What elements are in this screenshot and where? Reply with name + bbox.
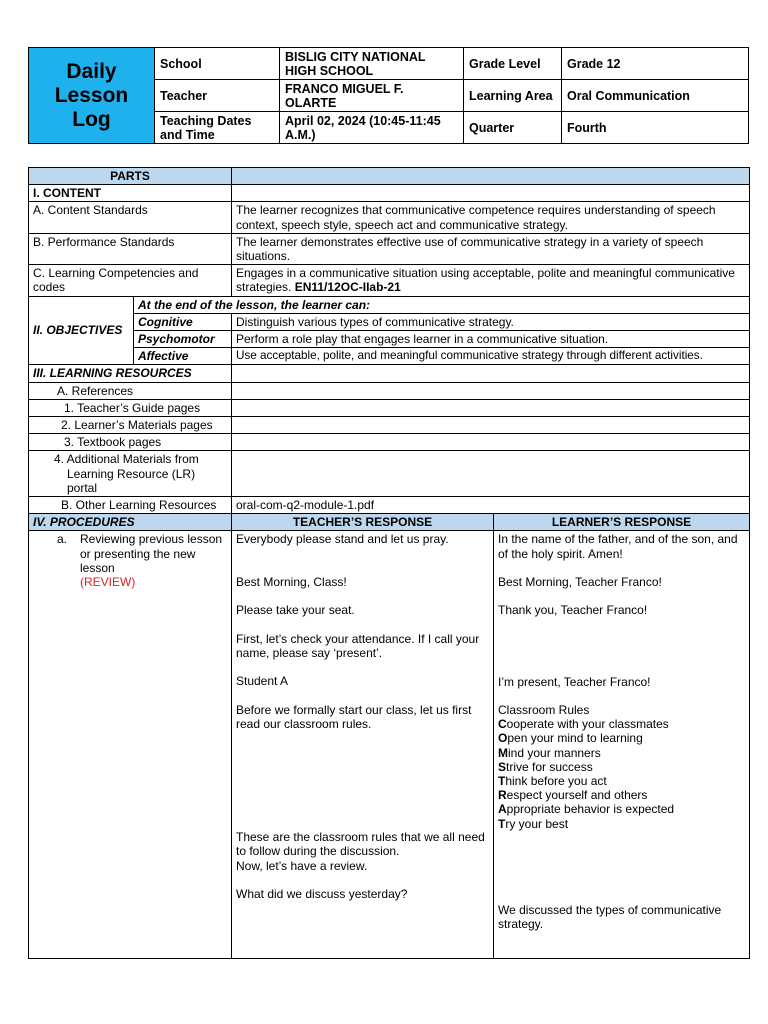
rule-item: Appropriate behavior is expected <box>498 802 675 817</box>
learners-materials-blank <box>232 417 750 434</box>
content-standards-row <box>29 202 750 233</box>
additional-materials-text: 4. Additional Materials from Learning Resource (LR) portal <box>54 452 199 495</box>
psychomotor-value: Perform a role play that engages learner in a communicative situation. <box>232 331 750 348</box>
quarter-value: Fourth <box>562 112 749 144</box>
content-row <box>29 185 750 202</box>
title-line: Lesson <box>54 83 129 107</box>
teacher-value: FRANCO MIGUEL F. OLARTE <box>280 80 464 112</box>
other-resources-row <box>29 497 750 514</box>
title-line: Log <box>72 107 111 131</box>
teachers-guide-row <box>29 399 750 416</box>
competencies-code: EN11/12OC-IIab-21 <box>294 280 401 295</box>
classroom-rules-title: Classroom Rules <box>498 703 590 718</box>
objectives-intro-row <box>29 296 750 313</box>
affective-label: Affective <box>134 348 232 365</box>
teaching-dates-label: Teaching Dates and Time <box>155 112 280 144</box>
resources-heading-blank <box>232 365 750 382</box>
psychomotor-label: Psychomotor <box>134 331 232 348</box>
content-heading: I. CONTENT <box>29 185 232 202</box>
learner-line: In the name of the father, and of the son, and of the holy spirit. Amen! <box>498 532 738 561</box>
competencies-label: C. Learning Competencies and codes <box>29 265 232 296</box>
other-resources-label <box>29 497 232 514</box>
cognitive-value: Distinguish various types of communicative strategy. <box>232 313 750 330</box>
performance-standards-value: The learner demonstrates effective use of communicative strategy in a variety of speech situations. <box>232 233 750 264</box>
learning-area-label: Learning Area <box>464 80 562 112</box>
parts-header-blank <box>232 168 750 185</box>
learner-line: Thank you, Teacher Franco! <box>498 603 648 618</box>
content-standards-value: The learner recognizes that communicative competence requires understanding of speech context, speech style, speech act and communicative strategy. <box>232 202 750 233</box>
grade-level-value: Grade 12 <box>562 48 749 80</box>
learners-materials-row <box>29 417 750 434</box>
additional-materials-row <box>29 451 750 497</box>
teachers-guide-blank <box>232 399 750 416</box>
learner-line: I’m present, Teacher Franco! <box>498 674 651 689</box>
teacher-line: These are the classroom rules that we all need to follow during the discussion. <box>236 830 485 859</box>
objective-cognitive-row <box>29 313 750 330</box>
teacher-line: Now, let’s have a review. <box>236 858 368 873</box>
content-standards-label: A. Content Standards <box>29 202 232 233</box>
cognitive-label: Cognitive <box>134 313 232 330</box>
objectives-intro: At the end of the lesson, the learner can: <box>134 296 750 313</box>
performance-standards-label: B. Performance Standards <box>29 233 232 264</box>
rule-item: Strive for success <box>498 759 593 774</box>
procedures-heading: IV. PROCEDURES <box>29 514 232 531</box>
textbook-label: 3. Textbook pages <box>29 434 232 451</box>
rule-item: Open your mind to learning <box>498 731 643 746</box>
procedures-header-row <box>29 514 750 531</box>
additional-materials-label <box>29 451 232 497</box>
teachers-guide-label: 1. Teacher’s Guide pages <box>29 399 232 416</box>
procedure-a-row <box>29 531 750 959</box>
parts-header-row <box>29 168 750 185</box>
header-table <box>28 47 749 144</box>
teacher-line: Everybody please stand and let us pray. <box>236 532 449 547</box>
teacher-line: What did we discuss yesterday? <box>236 887 408 902</box>
quarter-label: Quarter <box>464 112 562 144</box>
teacher-response-header: TEACHER’S RESPONSE <box>232 514 494 531</box>
title-line: Daily <box>66 59 117 83</box>
teacher-label: Teacher <box>155 80 280 112</box>
resources-heading: III. LEARNING RESOURCES <box>29 365 232 382</box>
teacher-line: Best Morning, Class! <box>236 575 347 590</box>
school-label: School <box>155 48 280 80</box>
teacher-line: Before we formally start our class, let us first read our classroom rules. <box>236 702 472 732</box>
learning-area-value: Oral Communication <box>562 80 749 112</box>
learner-response-header: LEARNER’S RESPONSE <box>494 514 750 531</box>
objectives-heading: II. OBJECTIVES <box>29 296 134 365</box>
rule-item: Mind your manners <box>498 745 601 760</box>
references-blank <box>232 382 750 399</box>
teaching-dates-value: April 02, 2024 (10:45-11:45 A.M.) <box>280 112 464 144</box>
classroom-rules-list <box>498 717 745 831</box>
performance-standards-row <box>29 233 750 264</box>
textbook-blank <box>232 434 750 451</box>
competencies-text: Engages in a communicative situation using acceptable, polite and meaningful communicative strategies. <box>236 266 735 295</box>
competencies-row <box>29 265 750 296</box>
learners-materials-label: 2. Learner’s Materials pages <box>29 417 232 434</box>
other-resources-text: B. Other Learning Resources <box>61 498 217 513</box>
textbook-row <box>29 434 750 451</box>
additional-materials-blank <box>232 451 750 497</box>
teacher-response-cell <box>232 531 494 959</box>
rule-item: Try your best <box>498 816 569 831</box>
parts-header: PARTS <box>29 168 232 185</box>
procedure-a-tag: (REVIEW) <box>80 575 136 590</box>
procedure-a-letter: a. <box>57 532 68 547</box>
learner-line: We discussed the types of communicative strategy. <box>498 902 722 932</box>
competencies-value <box>232 265 750 296</box>
references-label: A. References <box>29 382 232 399</box>
objective-affective-row <box>29 348 750 365</box>
teacher-line: Please take your seat. <box>236 603 355 618</box>
daily-lesson-log-title <box>29 48 155 144</box>
references-row <box>29 382 750 399</box>
school-value: BISLIG CITY NATIONAL HIGH SCHOOL <box>280 48 464 80</box>
grade-level-label: Grade Level <box>464 48 562 80</box>
teacher-line: First, let’s check your attendance. If I call your name, please say ‘present’. <box>236 631 480 661</box>
other-resources-value: oral-com-q2-module-1.pdf <box>232 497 750 514</box>
learner-line: Best Morning, Teacher Franco! <box>498 575 662 590</box>
objective-psychomotor-row <box>29 331 750 348</box>
rule-item: Respect yourself and others <box>498 788 648 803</box>
resources-heading-row <box>29 365 750 382</box>
procedure-a-label <box>29 531 232 959</box>
affective-value: Use acceptable, polite, and meaningful communicative strategy through different activities. <box>232 348 750 365</box>
rule-item: Cooperate with your classmates <box>498 717 669 732</box>
teacher-line: Student A <box>236 674 289 689</box>
rule-item: Think before you act <box>498 774 607 789</box>
lesson-table <box>28 167 750 959</box>
procedure-a-text: Reviewing previous lesson or presenting the new lesson <box>80 532 223 575</box>
learner-response-cell <box>494 531 750 959</box>
content-heading-blank <box>232 185 750 202</box>
